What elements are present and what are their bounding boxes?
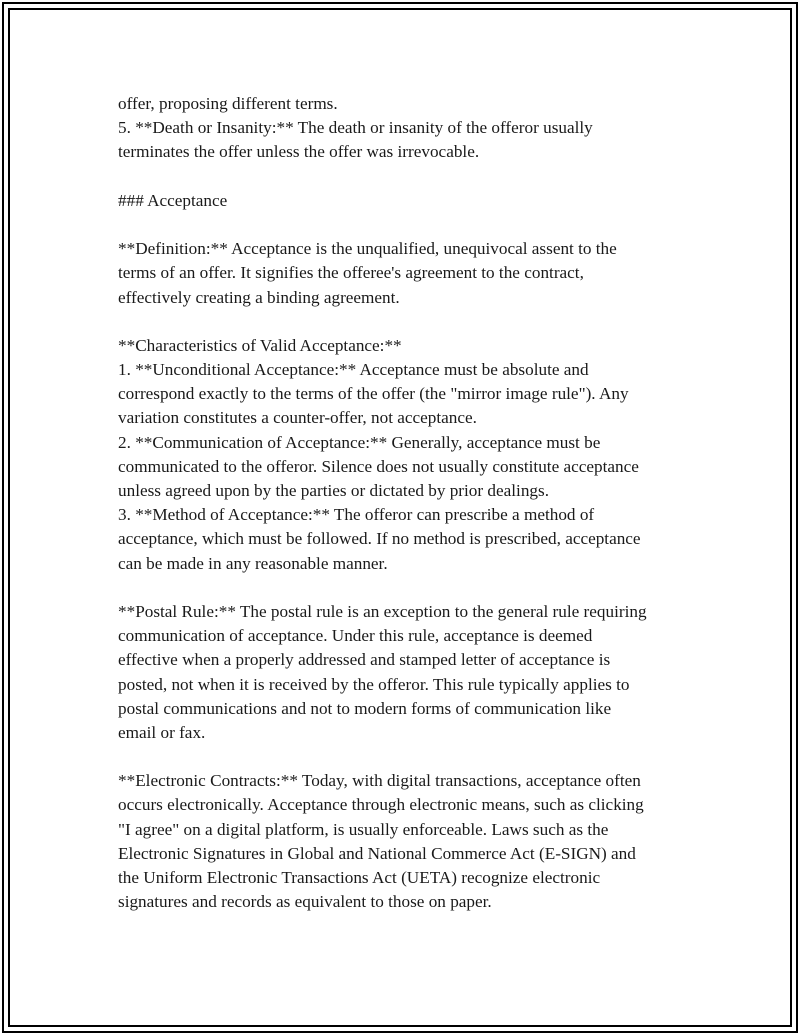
text-line: effectively creating a binding agreement. [118,287,400,307]
text-line: correspond exactly to the terms of the offer (the "mirror image rule"). Any [118,384,629,404]
text-line: can be made in any reasonable manner. [118,553,388,573]
text-line: **Characteristics of Valid Acceptance:** [118,335,402,355]
text-line: "I agree" on a digital platform, is usually enforceable. Laws such as the [118,819,609,839]
text-line: terminates the offer unless the offer was irrevocable. [118,142,480,162]
text-line: terms of an offer. It signifies the offeree's agreement to the contract, [118,263,584,283]
text-line: communication of acceptance. Under this rule, acceptance is deemed [118,626,593,646]
blank-line [118,165,718,189]
text-line: offer, proposing different terms. [118,94,338,113]
blank-line [118,310,718,334]
text-line: the Uniform Electronic Transactions Act (UETA) recognize electronic [118,868,601,887]
text-line: acceptance, which must be followed. If no method is prescribed, acceptance [118,529,641,549]
section-heading: ### Acceptance [118,190,228,210]
text-line: 2. **Communication of Acceptance:** Generally, acceptance must be [118,432,601,452]
text-line: **Postal Rule:** The postal rule is an exception to the general rule requiring [118,601,647,621]
document-body [118,92,718,914]
text-line: signatures and records as equivalent to those on paper. [118,892,492,912]
blank-line [118,213,718,237]
text-line: **Electronic Contracts:** Today, with digital transactions, acceptance often [118,771,641,791]
blank-line [118,576,718,600]
text-line: unless agreed upon by the parties or dictated by prior dealings. [118,481,549,500]
text-line: Electronic Signatures in Global and National Commerce Act (E-SIGN) and [118,843,636,863]
text-line: postal communications and not to modern forms of communication like [118,698,612,718]
text-line: 3. **Method of Acceptance:** The offeror can prescribe a method of [118,505,595,525]
text-line: 1. **Unconditional Acceptance:** Acceptance must be absolute and [118,360,589,380]
text-line: **Definition:** Acceptance is the unqualified, unequivocal assent to the [118,239,617,259]
text-line: effective when a properly addressed and stamped letter of acceptance is [118,650,611,670]
text-line: communicated to the offeror. Silence does not usually constitute acceptance [118,456,639,476]
text-line: 5. **Death or Insanity:** The death or insanity of the offeror usually [118,118,593,138]
text-line: variation constitutes a counter-offer, not acceptance. [118,408,477,428]
text-line: posted, not when it is received by the offeror. This rule typically applies to [118,674,630,694]
blank-line [118,745,718,769]
text-line: occurs electronically. Acceptance through electronic means, such as clicking [118,795,644,815]
text-line: email or fax. [118,722,206,742]
